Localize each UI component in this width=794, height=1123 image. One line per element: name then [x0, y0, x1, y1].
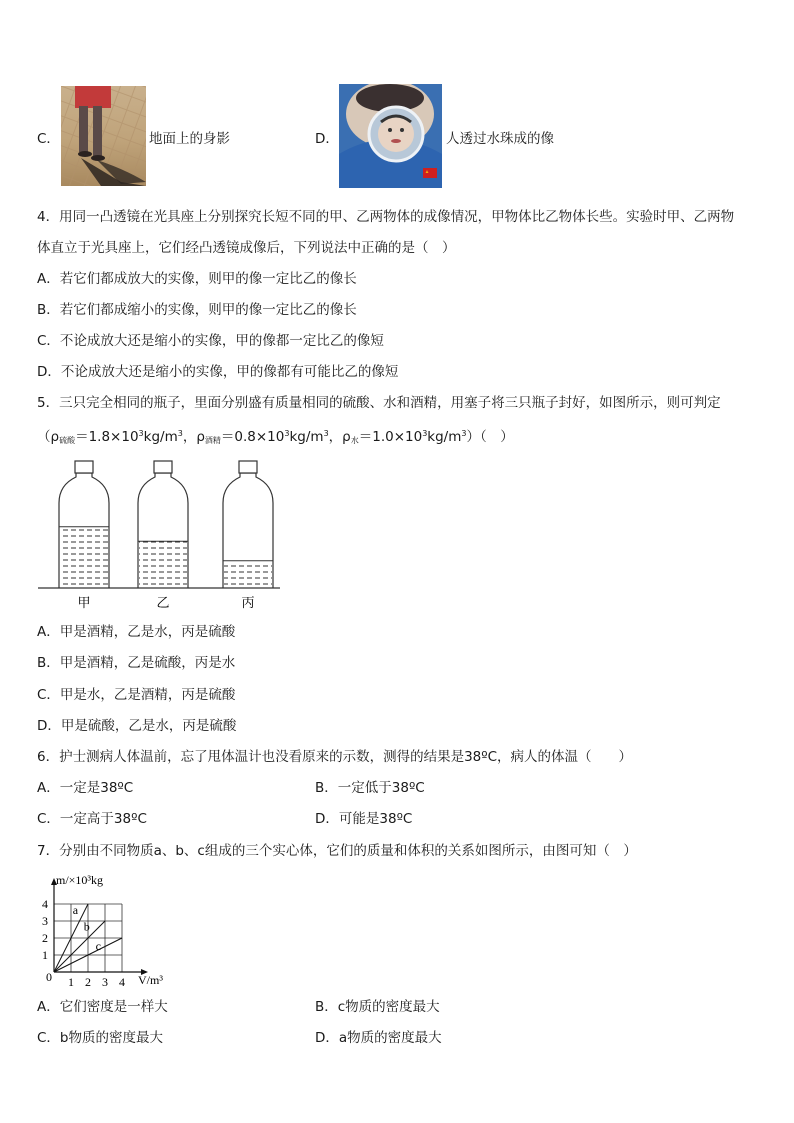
bottle-1 — [59, 461, 109, 588]
bottle-2 — [138, 461, 188, 588]
rho-alc-unit-exp: 3 — [323, 429, 329, 438]
x-tick-3: 3 — [102, 975, 108, 989]
bottle-stopper-2 — [154, 461, 172, 473]
shadow-photo — [61, 86, 146, 186]
rho-water-val: ＝1.0×10 — [358, 429, 423, 445]
liquid-3 — [224, 561, 272, 588]
bottles — [59, 461, 273, 588]
rho-alc-val: ＝0.8×10 — [220, 429, 285, 445]
bottle-label-bing: 丙 — [241, 595, 255, 610]
series-label-c: c — [95, 938, 101, 953]
liquid-1 — [60, 527, 108, 588]
q6-stem: 6．护士测病人体温前，忘了甩体温计也没看原来的示数，测得的结果是38ºC，病人的体温（ ） — [37, 749, 633, 765]
chart-origin: 0 — [46, 970, 52, 984]
series-label-b: b — [83, 919, 90, 934]
q7-option-d: D．a物质的密度最大 — [315, 1030, 442, 1046]
bottle-label-jia: 甲 — [77, 595, 91, 610]
q4-stem-line1: 4．用同一凸透镜在光具座上分别探究长短不同的甲、乙两物体的成像情况，甲物体比乙物体长些。实验时甲、乙两物 — [37, 209, 735, 225]
q6-option-a: A．一定是38ºC — [37, 780, 134, 796]
rho-alc-unit: kg/m — [289, 429, 324, 445]
rho-water-unit: kg/m — [427, 429, 462, 445]
q6-option-c: C．一定高于38ºC — [37, 811, 147, 827]
q7-stem: 7．分别由不同物质a、b、c组成的三个实心体，它们的质量和体积的关系如图所示，由图可知（ ） — [37, 843, 637, 859]
rho-acid-unit: kg/m — [143, 429, 178, 445]
series-label-a: a — [72, 903, 79, 918]
q4-option-c: C．不论成放大还是缩小的实像，甲的像都一定比乙的像短 — [37, 333, 384, 349]
bottle-stopper-1 — [75, 461, 93, 473]
chart-xlabel: V/m³ — [138, 973, 163, 987]
q6-option-b: B．一定低于38ºC — [315, 780, 425, 796]
y-tick-2: 2 — [42, 931, 48, 945]
q4-option-a: A．若它们都成放大的实像，则甲的像一定比乙的像长 — [37, 271, 357, 287]
rho-water-sub: 水 — [350, 436, 359, 445]
q5-sep2: ，ρ — [328, 429, 351, 445]
q7-option-a: A．它们密度是一样大 — [37, 999, 168, 1015]
x-tick-2: 2 — [85, 975, 91, 989]
rho-acid-sub: 硫酸 — [59, 436, 76, 445]
q5-density-line — [37, 425, 514, 450]
bottles-figure — [38, 455, 288, 615]
rho-acid-val: ＝1.8×10 — [75, 429, 139, 445]
y-tick-4: 4 — [42, 897, 48, 911]
y-tick-3: 3 — [42, 914, 48, 928]
q3-option-c-letter: C． — [37, 131, 60, 147]
q6-option-d: D．可能是38ºC — [315, 811, 413, 827]
y-tick-1: 1 — [42, 948, 48, 962]
q4-option-b: B．若它们都成缩小的实像，则甲的像一定比乙的像长 — [37, 302, 357, 318]
q5-open: （ρ — [37, 429, 60, 445]
bottle-label-yi: 乙 — [156, 595, 170, 610]
q5-option-a: A．甲是酒精，乙是水，丙是硫酸 — [37, 624, 236, 640]
q5-stem-line1: 5．三只完全相同的瓶子，里面分别盛有质量相同的硫酸、水和酒精，用塞子将三只瓶子封好，如图所示，则可判定 — [37, 395, 721, 411]
bottle-stopper-3 — [239, 461, 257, 473]
q4-option-d: D．不论成放大还是缩小的实像，甲的像都有可能比乙的像短 — [37, 364, 399, 380]
x-tick-4: 4 — [119, 975, 125, 989]
water-drop-photo — [339, 84, 442, 188]
q3-option-d-letter: D． — [315, 131, 339, 147]
q5-sep1: ，ρ — [182, 429, 205, 445]
q3-option-d-text: 人透过水珠成的像 — [446, 131, 554, 147]
rho-water-exp: 3 — [422, 429, 428, 438]
q5-option-b: B．甲是酒精，乙是硫酸，丙是水 — [37, 655, 236, 671]
rho-alc-exp: 3 — [284, 429, 290, 438]
liquid-2 — [139, 541, 187, 588]
mass-volume-chart — [34, 868, 174, 990]
q5-option-d: D．甲是硫酸，乙是水，丙是硫酸 — [37, 718, 237, 734]
q3-option-c-text: 地面上的身影 — [149, 131, 230, 147]
chart-ylabel: m/×10³kg — [56, 873, 104, 887]
x-tick-1: 1 — [68, 975, 74, 989]
q7-option-c: C．b物质的密度最大 — [37, 1030, 163, 1046]
rho-water-unit-exp: 3 — [461, 429, 467, 438]
q5-close: ）（ ） — [466, 429, 514, 445]
q7-option-b: B．c物质的密度最大 — [315, 999, 440, 1015]
bottle-3 — [223, 461, 273, 588]
rho-alc-sub: 酒精 — [204, 436, 221, 445]
rho-acid-unit-exp: 3 — [177, 429, 183, 438]
q4-stem-line2: 体直立于光具座上，它们经凸透镜成像后，下列说法中正确的是（ ） — [37, 240, 456, 256]
q5-option-c: C．甲是水，乙是酒精，丙是硫酸 — [37, 687, 236, 703]
rho-acid-exp: 3 — [138, 429, 144, 438]
